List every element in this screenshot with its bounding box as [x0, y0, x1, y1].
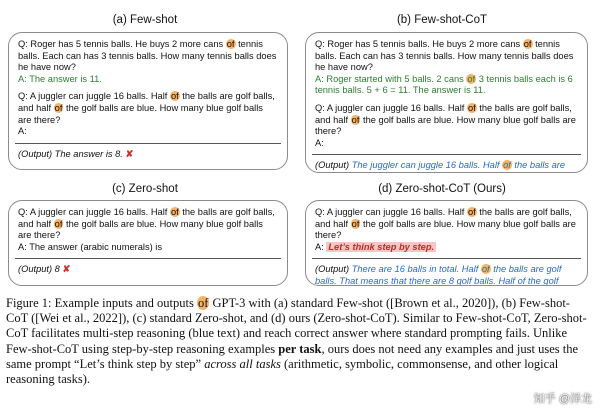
example-question: Q: Roger has 5 tennis balls. He buys 2 more cans of tennis balls. Each can has 3 tennis balls. How many tennis balls does he have now? [18, 39, 277, 73]
model-output: (Output) The answer is 8. ✘ [18, 148, 134, 159]
highlight-of: of [170, 91, 179, 102]
wrong-mark-icon: ✘ [125, 148, 134, 159]
answer-prompt: A: [315, 137, 324, 148]
highlight-of: of [351, 114, 360, 125]
output-divider [312, 258, 581, 259]
example-answer: A: The answer is 11. [18, 73, 102, 84]
highlight-of: of [54, 102, 63, 113]
panel-few-shot [8, 32, 288, 170]
example-question: Q: Roger has 5 tennis balls. He buys 2 more cans of tennis balls. Each can has 3 tennis balls. How many tennis balls does he have now? [315, 39, 574, 73]
example-answer: A: Roger started with 5 balls. 2 cans of 3 tennis balls each is 6 tennis balls. 5 + 6 = 11. The answer is 11. [315, 73, 573, 96]
panel-c-title: (c) Zero-shot [112, 183, 178, 195]
watermark: 知乎 @泽龙 [533, 393, 592, 405]
panel-zero-shot-cot [305, 200, 588, 286]
highlight-of: of [226, 39, 235, 49]
panel-a-title: (a) Few-shot [112, 14, 178, 26]
model-output: (Output) 8 ✘ [18, 264, 71, 275]
panel-d-title: (d) Zero-shot-CoT (Ours) [378, 183, 506, 195]
highlight-of: of [523, 39, 532, 49]
highlight-of: of [503, 160, 511, 171]
target-question: Q: A juggler can juggle 16 balls. Half of the balls are golf balls, and half of the golf balls are blue. How many blue golf balls are there? [315, 102, 576, 137]
panel-b-title: (b) Few-shot-CoT [396, 14, 488, 26]
figure-caption: Figure 1: Example inputs and outputs of GPT-3 with (a) standard Few-shot ([Brown et al., 2020]), (b) Few-shot-CoT ([Wei et al., 2022]), (c) standard Zero-shot, and (d) ours (Zero-shot-CoT). Similar to Few-shot-CoT, Zero-shot-CoT facilitates multi-step reasoning (blue text) and reach correct answer where standard prompting fails. Unlike Few-shot-CoT using step-by-step reasoning examples per task, ours does not need any examples and just uses the same prompt “Let’s think step by step” across all tasks (arithmetic, symbolic, commonsense, and other logical reasoning tasks). [6, 296, 587, 387]
highlight-of: of [481, 264, 490, 275]
model-output: (Output) There are 16 balls in total. Half of the balls are golf balls. That means that there are 8 golf balls. Half of the golf [315, 264, 562, 286]
highlight-of: of [170, 207, 179, 217]
panel-zero-shot [8, 200, 288, 286]
panel-few-shot-cot [305, 32, 588, 173]
target-question: Q: A juggler can juggle 16 balls. Half of the balls are golf balls, and half of the golf balls are blue. How many blue golf balls are there? [315, 207, 576, 241]
output-divider [312, 154, 581, 155]
highlight-of: of [197, 296, 209, 310]
answer-prompt: A: The answer (arabic numerals) is [18, 241, 162, 252]
target-question: Q: A juggler can juggle 16 balls. Half of the balls are golf balls, and half of the golf balls are blue. How many blue golf balls are there? [18, 207, 275, 241]
cot-trigger-phrase: Let’s think step by step. [328, 241, 435, 252]
highlight-of: of [467, 102, 476, 113]
highlight-of: of [467, 207, 476, 217]
target-question: Q: A juggler can juggle 16 balls. Half of the balls are golf balls, and half of the golf balls are blue. How many blue golf balls are there? [18, 91, 275, 125]
highlight-of: of [351, 218, 360, 229]
wrong-mark-icon: ✘ [62, 264, 71, 275]
highlight-of: of [54, 218, 63, 229]
answer-prompt: A: Let’s think step by step. [315, 241, 435, 252]
output-divider [15, 143, 281, 144]
output-divider [15, 258, 281, 259]
answer-prompt: A: [18, 126, 27, 137]
model-output: (Output) The juggler can juggle 16 balls. Half of the balls are [315, 160, 566, 171]
highlight-of: of [467, 73, 476, 84]
